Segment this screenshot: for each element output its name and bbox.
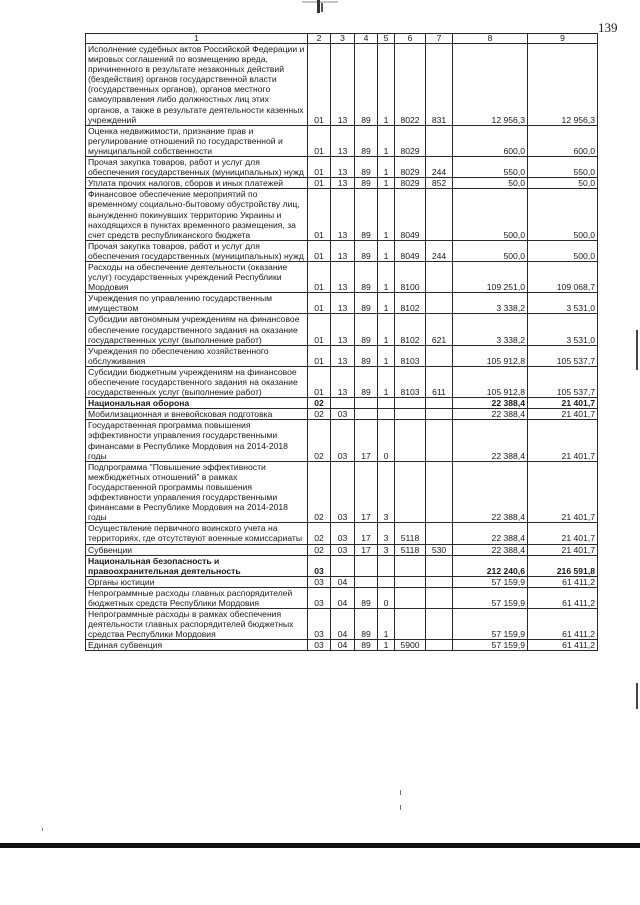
code-expense-type <box>426 189 453 240</box>
code-subprogram: 0 <box>378 420 395 461</box>
row-name: Подпрограмма "Повышение эффективности межбюджетных отношений" в рамках Государственной программы повышения эффективности управления государственными финансами в Республике Мордовия на 2014-2018 годы <box>86 461 308 523</box>
col-header-4: 4 <box>355 34 378 44</box>
row-name: Национальная оборона <box>86 398 308 409</box>
code-program: 89 <box>355 609 378 640</box>
code-item: 8029 <box>395 125 426 156</box>
amount-year1: 22 388,4 <box>453 544 528 555</box>
code-section: 01 <box>308 366 331 397</box>
code-section: 02 <box>308 409 331 420</box>
code-section: 02 <box>308 461 331 523</box>
code-program: 17 <box>355 523 378 544</box>
header-row <box>86 34 598 44</box>
code-program: 89 <box>355 44 378 126</box>
amount-year2: 21 401,7 <box>528 420 598 461</box>
code-subprogram <box>378 409 395 420</box>
code-item: 8049 <box>395 189 426 240</box>
col-header-6: 6 <box>395 34 426 44</box>
code-subprogram: 1 <box>378 125 395 156</box>
code-expense-type <box>426 609 453 640</box>
code-program: 89 <box>355 314 378 345</box>
scan-speck <box>400 790 401 795</box>
code-item <box>395 420 426 461</box>
code-subprogram: 1 <box>378 345 395 366</box>
amount-year2: 105 537,7 <box>528 345 598 366</box>
code-expense-type <box>426 461 453 523</box>
amount-year1: 105 912,8 <box>453 345 528 366</box>
amount-year1: 22 388,4 <box>453 420 528 461</box>
code-item <box>395 398 426 409</box>
amount-year1: 600,0 <box>453 125 528 156</box>
code-section: 01 <box>308 314 331 345</box>
code-section: 03 <box>308 587 331 608</box>
table-row <box>86 587 598 608</box>
col-header-3: 3 <box>331 34 355 44</box>
code-subprogram: 1 <box>378 640 395 651</box>
amount-year1: 57 159,9 <box>453 576 528 587</box>
code-subprogram: 3 <box>378 461 395 523</box>
code-expense-type <box>426 409 453 420</box>
code-expense-type: 621 <box>426 314 453 345</box>
amount-year1: 57 159,9 <box>453 609 528 640</box>
row-name: Финансовое обеспечение мероприятий по временному социально-бытовому обустройству лиц, вынужденно покинувших территорию Украины и находящихся в пунктах временного размещения, за счет средств республиканского бюджета <box>86 189 308 240</box>
table-row <box>86 261 598 292</box>
amount-year1: 500,0 <box>453 240 528 261</box>
code-expense-type: 530 <box>426 544 453 555</box>
code-expense-type <box>426 398 453 409</box>
code-subsection: 03 <box>331 544 355 555</box>
code-program <box>355 409 378 420</box>
code-subprogram: 1 <box>378 189 395 240</box>
code-program <box>355 576 378 587</box>
code-program: 89 <box>355 293 378 314</box>
table-row <box>86 398 598 409</box>
amount-year2: 50,0 <box>528 178 598 189</box>
code-item <box>395 555 426 576</box>
table-row <box>86 293 598 314</box>
amount-year2: 109 068,7 <box>528 261 598 292</box>
code-expense-type <box>426 293 453 314</box>
code-item <box>395 576 426 587</box>
code-subprogram: 1 <box>378 240 395 261</box>
code-section: 01 <box>308 178 331 189</box>
code-program: 89 <box>355 261 378 292</box>
code-item: 5118 <box>395 544 426 555</box>
code-section: 01 <box>308 157 331 178</box>
row-name: Осуществление первичного воинского учета на территориях, где отсутствуют военные комиссариаты <box>86 523 308 544</box>
code-program <box>355 398 378 409</box>
code-program: 17 <box>355 461 378 523</box>
table-row <box>86 640 598 651</box>
amount-year2: 12 956,3 <box>528 44 598 126</box>
amount-year1: 57 159,9 <box>453 640 528 651</box>
code-subsection: 13 <box>331 44 355 126</box>
code-program: 89 <box>355 366 378 397</box>
code-expense-type: 244 <box>426 157 453 178</box>
code-subsection: 04 <box>331 576 355 587</box>
scan-edge-mark <box>636 683 638 709</box>
code-item: 8103 <box>395 366 426 397</box>
code-item: 5118 <box>395 523 426 544</box>
code-subsection: 03 <box>331 420 355 461</box>
code-section: 01 <box>308 261 331 292</box>
amount-year2: 3 531,0 <box>528 293 598 314</box>
row-name: Уплата прочих налогов, сборов и иных платежей <box>86 178 308 189</box>
row-name: Органы юстиции <box>86 576 308 587</box>
page-number: 139 <box>598 20 618 35</box>
amount-year1: 500,0 <box>453 189 528 240</box>
code-section: 02 <box>308 420 331 461</box>
amount-year1: 22 388,4 <box>453 398 528 409</box>
code-subsection: 13 <box>331 178 355 189</box>
row-name: Мобилизационная и вневойсковая подготовка <box>86 409 308 420</box>
code-section: 01 <box>308 44 331 126</box>
code-subprogram: 1 <box>378 157 395 178</box>
row-name: Единая субвенция <box>86 640 308 651</box>
row-name: Субсидии бюджетным учреждениям на финансовое обеспечение государственного задания на оказание государственных услуг (выполнение работ) <box>86 366 308 397</box>
code-subsection: 13 <box>331 293 355 314</box>
code-subprogram <box>378 576 395 587</box>
code-subsection: 13 <box>331 314 355 345</box>
amount-year2: 550,0 <box>528 157 598 178</box>
table-row <box>86 420 598 461</box>
code-item: 8103 <box>395 345 426 366</box>
table-row <box>86 345 598 366</box>
code-subprogram: 1 <box>378 178 395 189</box>
code-program: 89 <box>355 587 378 608</box>
code-subsection: 13 <box>331 240 355 261</box>
amount-year1: 212 240,6 <box>453 555 528 576</box>
code-expense-type: 831 <box>426 44 453 126</box>
amount-year2: 21 401,7 <box>528 523 598 544</box>
amount-year1: 550,0 <box>453 157 528 178</box>
amount-year1: 22 388,4 <box>453 461 528 523</box>
code-subsection: 04 <box>331 609 355 640</box>
code-subprogram: 3 <box>378 544 395 555</box>
code-subprogram: 1 <box>378 366 395 397</box>
code-section: 01 <box>308 345 331 366</box>
amount-year1: 22 388,4 <box>453 409 528 420</box>
table-row <box>86 461 598 523</box>
table-row <box>86 609 598 640</box>
col-header-7: 7 <box>426 34 453 44</box>
code-section: 01 <box>308 293 331 314</box>
row-name: Прочая закупка товаров, работ и услуг для обеспечения государственных (муниципальных) нужд <box>86 157 308 178</box>
code-subprogram: 3 <box>378 523 395 544</box>
scan-edge-mark <box>636 330 638 370</box>
amount-year2: 500,0 <box>528 240 598 261</box>
amount-year1: 12 956,3 <box>453 44 528 126</box>
code-program: 89 <box>355 157 378 178</box>
code-item: 8100 <box>395 261 426 292</box>
code-subsection: 13 <box>331 189 355 240</box>
code-expense-type: 611 <box>426 366 453 397</box>
code-item: 8102 <box>395 293 426 314</box>
code-section: 03 <box>308 555 331 576</box>
row-name: Исполнение судебных актов Российской Федерации и мировых соглашений по возмещению вреда, причиненного в результате незаконных действий (бездействия) органов государственной власти (государственных органов), органов местного самоуправления либо должностных лиц этих органов, а также в результате деятельности казенных учреждений <box>86 44 308 126</box>
table-row <box>86 366 598 397</box>
code-subsection <box>331 398 355 409</box>
amount-year2: 61 411,2 <box>528 587 598 608</box>
code-program: 89 <box>355 125 378 156</box>
code-item: 8022 <box>395 44 426 126</box>
table-row <box>86 125 598 156</box>
code-section: 03 <box>308 640 331 651</box>
code-section: 02 <box>308 544 331 555</box>
budget-table <box>85 33 598 651</box>
code-item: 8049 <box>395 240 426 261</box>
code-section: 02 <box>308 398 331 409</box>
code-subsection: 13 <box>331 345 355 366</box>
amount-year2: 600,0 <box>528 125 598 156</box>
col-header-8: 8 <box>453 34 528 44</box>
code-item: 8102 <box>395 314 426 345</box>
table-row <box>86 44 598 126</box>
code-subsection: 03 <box>331 461 355 523</box>
code-item: 8029 <box>395 178 426 189</box>
row-name: Учреждения по обеспечению хозяйственного обслуживания <box>86 345 308 366</box>
row-name: Субвенции <box>86 544 308 555</box>
row-name: Непрограммные расходы главных распорядителей бюджетных средств Республики Мордовия <box>86 587 308 608</box>
code-expense-type <box>426 523 453 544</box>
amount-year2: 216 591,8 <box>528 555 598 576</box>
code-item: 8029 <box>395 157 426 178</box>
table-row <box>86 314 598 345</box>
code-program <box>355 555 378 576</box>
code-item <box>395 609 426 640</box>
code-subsection: 03 <box>331 409 355 420</box>
code-section: 01 <box>308 240 331 261</box>
amount-year1: 3 338,2 <box>453 314 528 345</box>
code-expense-type <box>426 640 453 651</box>
code-program: 89 <box>355 240 378 261</box>
code-program: 89 <box>355 178 378 189</box>
code-subprogram: 1 <box>378 44 395 126</box>
code-expense-type <box>426 261 453 292</box>
row-name: Национальная безопасность и правоохранительная деятельность <box>86 555 308 576</box>
code-section: 03 <box>308 576 331 587</box>
table-row <box>86 157 598 178</box>
code-subsection: 04 <box>331 587 355 608</box>
code-program: 89 <box>355 345 378 366</box>
row-name: Расходы на обеспечение деятельности (оказание услуг) государственных учреждений Республики Мордовия <box>86 261 308 292</box>
amount-year2: 61 411,2 <box>528 609 598 640</box>
amount-year2: 21 401,7 <box>528 544 598 555</box>
code-expense-type: 244 <box>426 240 453 261</box>
table-row <box>86 523 598 544</box>
col-header-2: 2 <box>308 34 331 44</box>
amount-year2: 21 401,7 <box>528 398 598 409</box>
amount-year1: 109 251,0 <box>453 261 528 292</box>
code-expense-type <box>426 587 453 608</box>
scan-bottom-edge <box>0 843 640 848</box>
code-subprogram: 0 <box>378 587 395 608</box>
row-name: Государственная программа повышения эффективности управления государственными финансами в Республике Мордовия на 2014-2018 годы <box>86 420 308 461</box>
code-expense-type <box>426 420 453 461</box>
code-section: 01 <box>308 125 331 156</box>
amount-year1: 50,0 <box>453 178 528 189</box>
code-expense-type <box>426 555 453 576</box>
amount-year2: 61 411,2 <box>528 576 598 587</box>
table-row <box>86 240 598 261</box>
col-header-5: 5 <box>378 34 395 44</box>
code-item <box>395 587 426 608</box>
code-item: 5900 <box>395 640 426 651</box>
amount-year2: 21 401,7 <box>528 409 598 420</box>
row-name: Учреждения по управлению государственным имуществом <box>86 293 308 314</box>
code-section: 03 <box>308 609 331 640</box>
code-subsection: 13 <box>331 366 355 397</box>
col-header-1: 1 <box>86 34 308 44</box>
amount-year2: 21 401,7 <box>528 461 598 523</box>
amount-year1: 22 388,4 <box>453 523 528 544</box>
code-subsection: 13 <box>331 157 355 178</box>
code-expense-type <box>426 345 453 366</box>
code-program: 89 <box>355 640 378 651</box>
row-name: Непрограммные расходы в рамках обеспечения деятельности главных распорядителей бюджетных средства Республики Мордовия <box>86 609 308 640</box>
code-subsection: 13 <box>331 261 355 292</box>
code-subprogram: 1 <box>378 261 395 292</box>
code-section: 01 <box>308 189 331 240</box>
amount-year1: 57 159,9 <box>453 587 528 608</box>
table-row <box>86 178 598 189</box>
table-row <box>86 544 598 555</box>
amount-year2: 61 411,2 <box>528 640 598 651</box>
code-subprogram: 1 <box>378 609 395 640</box>
row-name: Субсидии автономным учреждениям на финансовое обеспечение государственного задания на оказание государственных услуг (выполнение работ) <box>86 314 308 345</box>
code-subsection: 13 <box>331 125 355 156</box>
code-section: 02 <box>308 523 331 544</box>
code-program: 17 <box>355 544 378 555</box>
amount-year1: 105 912,8 <box>453 366 528 397</box>
code-subprogram: 1 <box>378 314 395 345</box>
table-row <box>86 409 598 420</box>
row-name: Оценка недвижимости, признание прав и регулирование отношений по государственной и муниципальной собственности <box>86 125 308 156</box>
code-expense-type: 852 <box>426 178 453 189</box>
code-subsection <box>331 555 355 576</box>
row-name: Прочая закупка товаров, работ и услуг для обеспечения государственных (муниципальных) нужд <box>86 240 308 261</box>
code-subsection: 03 <box>331 523 355 544</box>
col-header-9: 9 <box>528 34 598 44</box>
code-subprogram: 1 <box>378 293 395 314</box>
amount-year2: 105 537,7 <box>528 366 598 397</box>
scan-speck <box>42 828 43 831</box>
table-row <box>86 189 598 240</box>
amount-year2: 3 531,0 <box>528 314 598 345</box>
code-expense-type <box>426 125 453 156</box>
code-program: 89 <box>355 189 378 240</box>
code-subprogram <box>378 555 395 576</box>
table-row <box>86 576 598 587</box>
amount-year1: 3 338,2 <box>453 293 528 314</box>
code-expense-type <box>426 576 453 587</box>
amount-year2: 500,0 <box>528 189 598 240</box>
table-row <box>86 555 598 576</box>
code-subprogram <box>378 398 395 409</box>
code-item <box>395 409 426 420</box>
code-program: 17 <box>355 420 378 461</box>
binding-mark <box>300 0 340 14</box>
code-subsection: 04 <box>331 640 355 651</box>
code-item <box>395 461 426 523</box>
scan-speck <box>400 805 401 810</box>
